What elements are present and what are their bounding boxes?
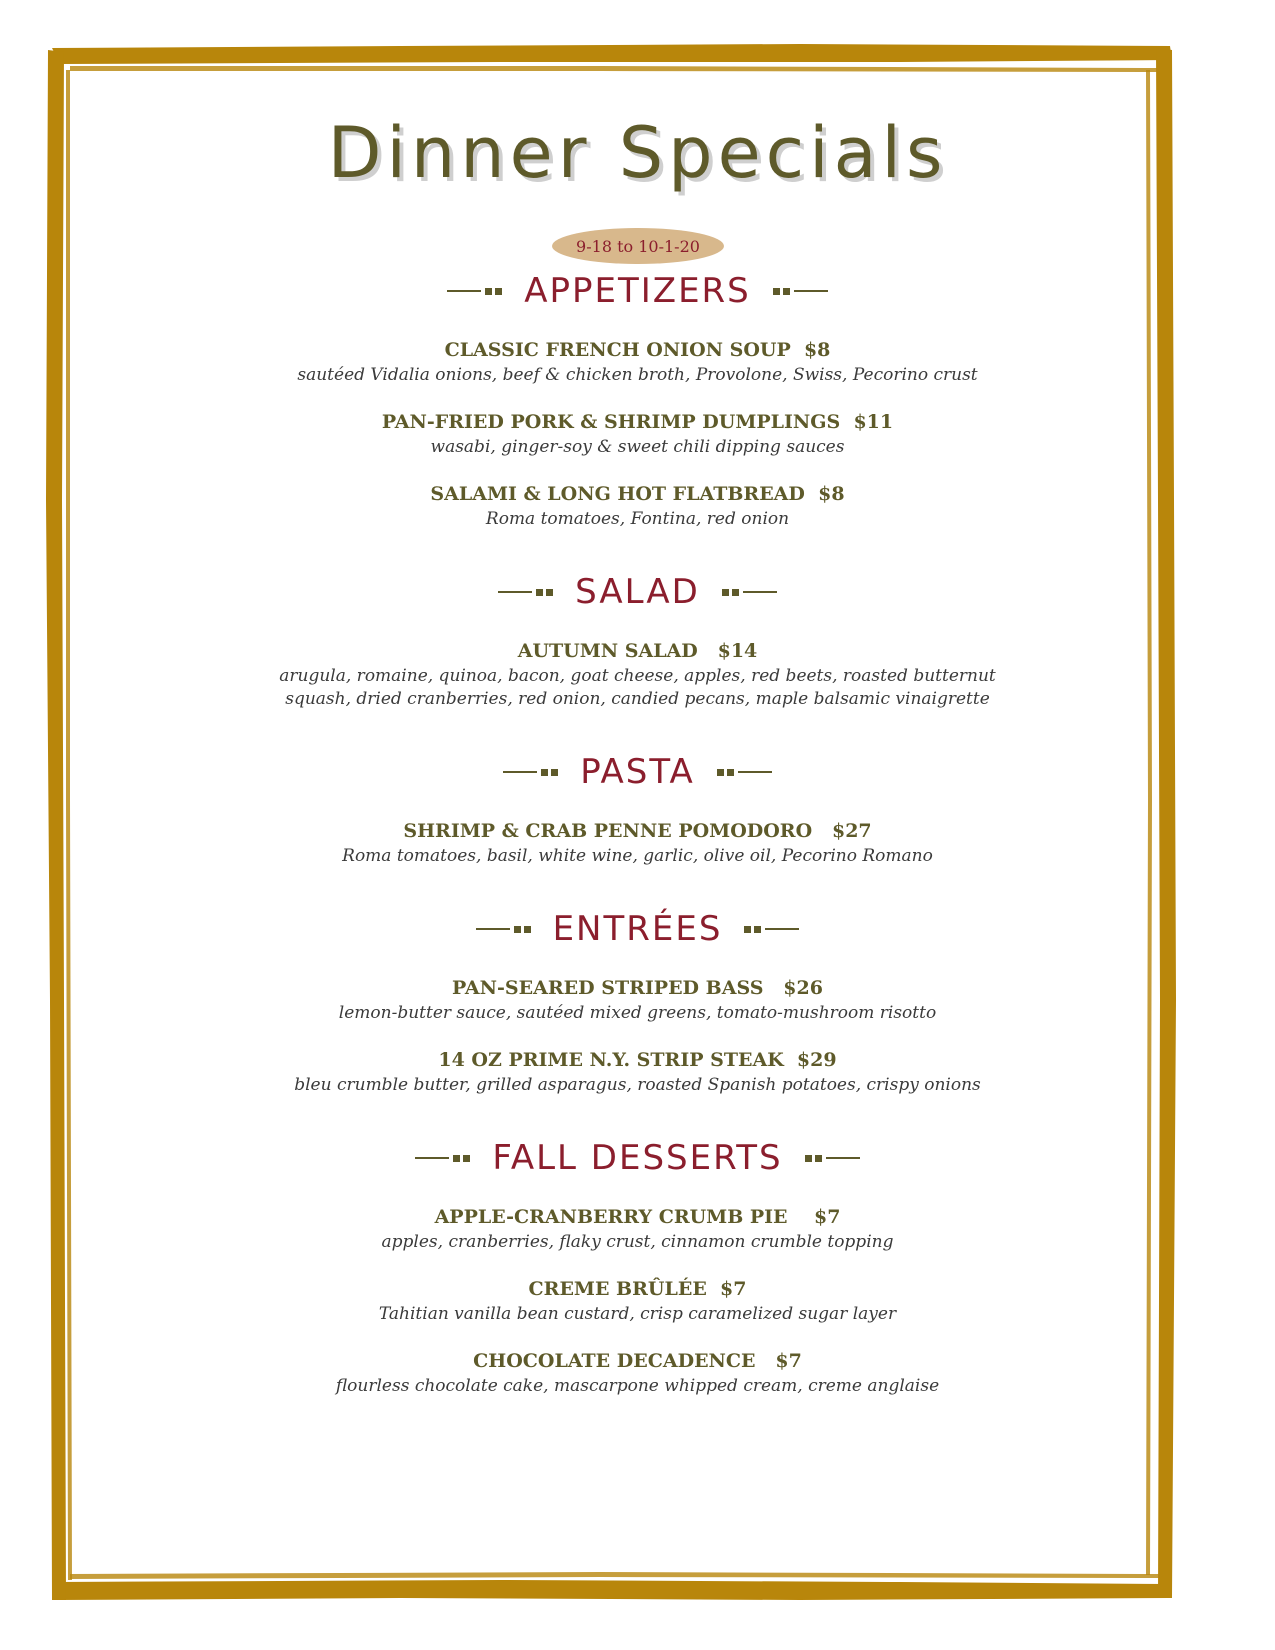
menu-item-description: squash, dried cranberries, red onion, candied pecans, maple balsamic vinaigrette [285, 689, 990, 709]
divider-square [463, 1155, 470, 1162]
section-header-pasta [0, 752, 1275, 792]
menu-item-name: CLASSIC FRENCH ONION SOUP $8 [444, 339, 831, 361]
divider-square [541, 769, 548, 776]
divider-line [794, 290, 828, 292]
menu-item-name: PAN-FRIED PORK & SHRIMP DUMPLINGS $11 [381, 411, 894, 433]
divider-line [743, 591, 777, 593]
menu-item-description: arugula, romaine, quinoa, bacon, goat cheese, apples, red beets, roasted butternut [279, 666, 996, 686]
divider-line [738, 771, 772, 773]
menu-item-description: apples, cranberries, flaky crust, cinnamon crumble topping [381, 1232, 894, 1252]
section-header-salad [0, 572, 1275, 612]
menu-item-name: CREME BRÛLÉE $7 [528, 1278, 747, 1300]
divider-square [754, 926, 761, 933]
section-header-entrees [0, 909, 1275, 949]
divider-line [498, 591, 532, 593]
divider-square [524, 926, 531, 933]
menu-item-description: sautéed Vidalia onions, beef & chicken broth, Provolone, Swiss, Pecorino crust [297, 365, 978, 385]
divider-square [744, 926, 751, 933]
menu-item-description: flourless chocolate cake, mascarpone whipped cream, creme anglaise [335, 1376, 940, 1396]
divider-square [453, 1155, 460, 1162]
divider-line [476, 928, 510, 930]
divider-square [485, 288, 492, 295]
divider-line [826, 1157, 860, 1159]
menu-item-description: Roma tomatoes, basil, white wine, garlic, olive oil, Pecorino Romano [342, 846, 933, 866]
date-range-text: 9-18 to 10-1-20 [576, 236, 700, 256]
divider-square [773, 288, 780, 295]
menu-item-description: wasabi, ginger-soy & sweet chili dipping sauces [430, 437, 845, 457]
divider-line [447, 290, 481, 292]
divider-square [783, 288, 790, 295]
menu-item-description: lemon-butter sauce, sautéed mixed greens, tomato-mushroom risotto [338, 1003, 937, 1023]
section-header-fall-desserts [0, 1138, 1275, 1178]
divider-square [495, 288, 502, 295]
divider-square [536, 589, 543, 596]
menu-item-name: 14 OZ PRIME N.Y. STRIP STEAK $29 [438, 1049, 837, 1071]
divider-square [732, 589, 739, 596]
divider-square [551, 769, 558, 776]
menu-item-name: SALAMI & LONG HOT FLATBREAD $8 [430, 483, 845, 505]
page-title: Dinner Specials [327, 112, 948, 194]
date-range-badge [552, 228, 724, 264]
divider-square [815, 1155, 822, 1162]
menu-item-name: AUTUMN SALAD $14 [517, 640, 758, 662]
divider-line [765, 928, 799, 930]
menu-item-name: APPLE-CRANBERRY CRUMB PIE $7 [434, 1206, 841, 1228]
menu-item-description: Tahitian vanilla bean custard, crisp caramelized sugar layer [378, 1304, 897, 1324]
divider-line [415, 1157, 449, 1159]
menu-item-name: CHOCOLATE DECADENCE $7 [473, 1350, 802, 1372]
section-title: PASTA [580, 752, 695, 792]
divider-square [514, 926, 521, 933]
menu-item-name: PAN-SEARED STRIPED BASS $26 [452, 977, 823, 999]
divider-square [722, 589, 729, 596]
section-title: APPETIZERS [524, 271, 751, 311]
section-title: ENTRÉES [552, 909, 723, 949]
divider-line [503, 771, 537, 773]
section-title: FALL DESSERTS [492, 1138, 783, 1178]
section-header-appetizers [0, 271, 1275, 311]
divider-square [546, 589, 553, 596]
divider-square [717, 769, 724, 776]
divider-square [727, 769, 734, 776]
menu-item-description: Roma tomatoes, Fontina, red onion [485, 509, 790, 529]
divider-square [805, 1155, 812, 1162]
menu-item-description: bleu crumble butter, grilled asparagus, roasted Spanish potatoes, crispy onions [294, 1075, 981, 1095]
menu-item-name: SHRIMP & CRAB PENNE POMODORO $27 [403, 820, 872, 842]
section-title: SALAD [575, 572, 700, 612]
